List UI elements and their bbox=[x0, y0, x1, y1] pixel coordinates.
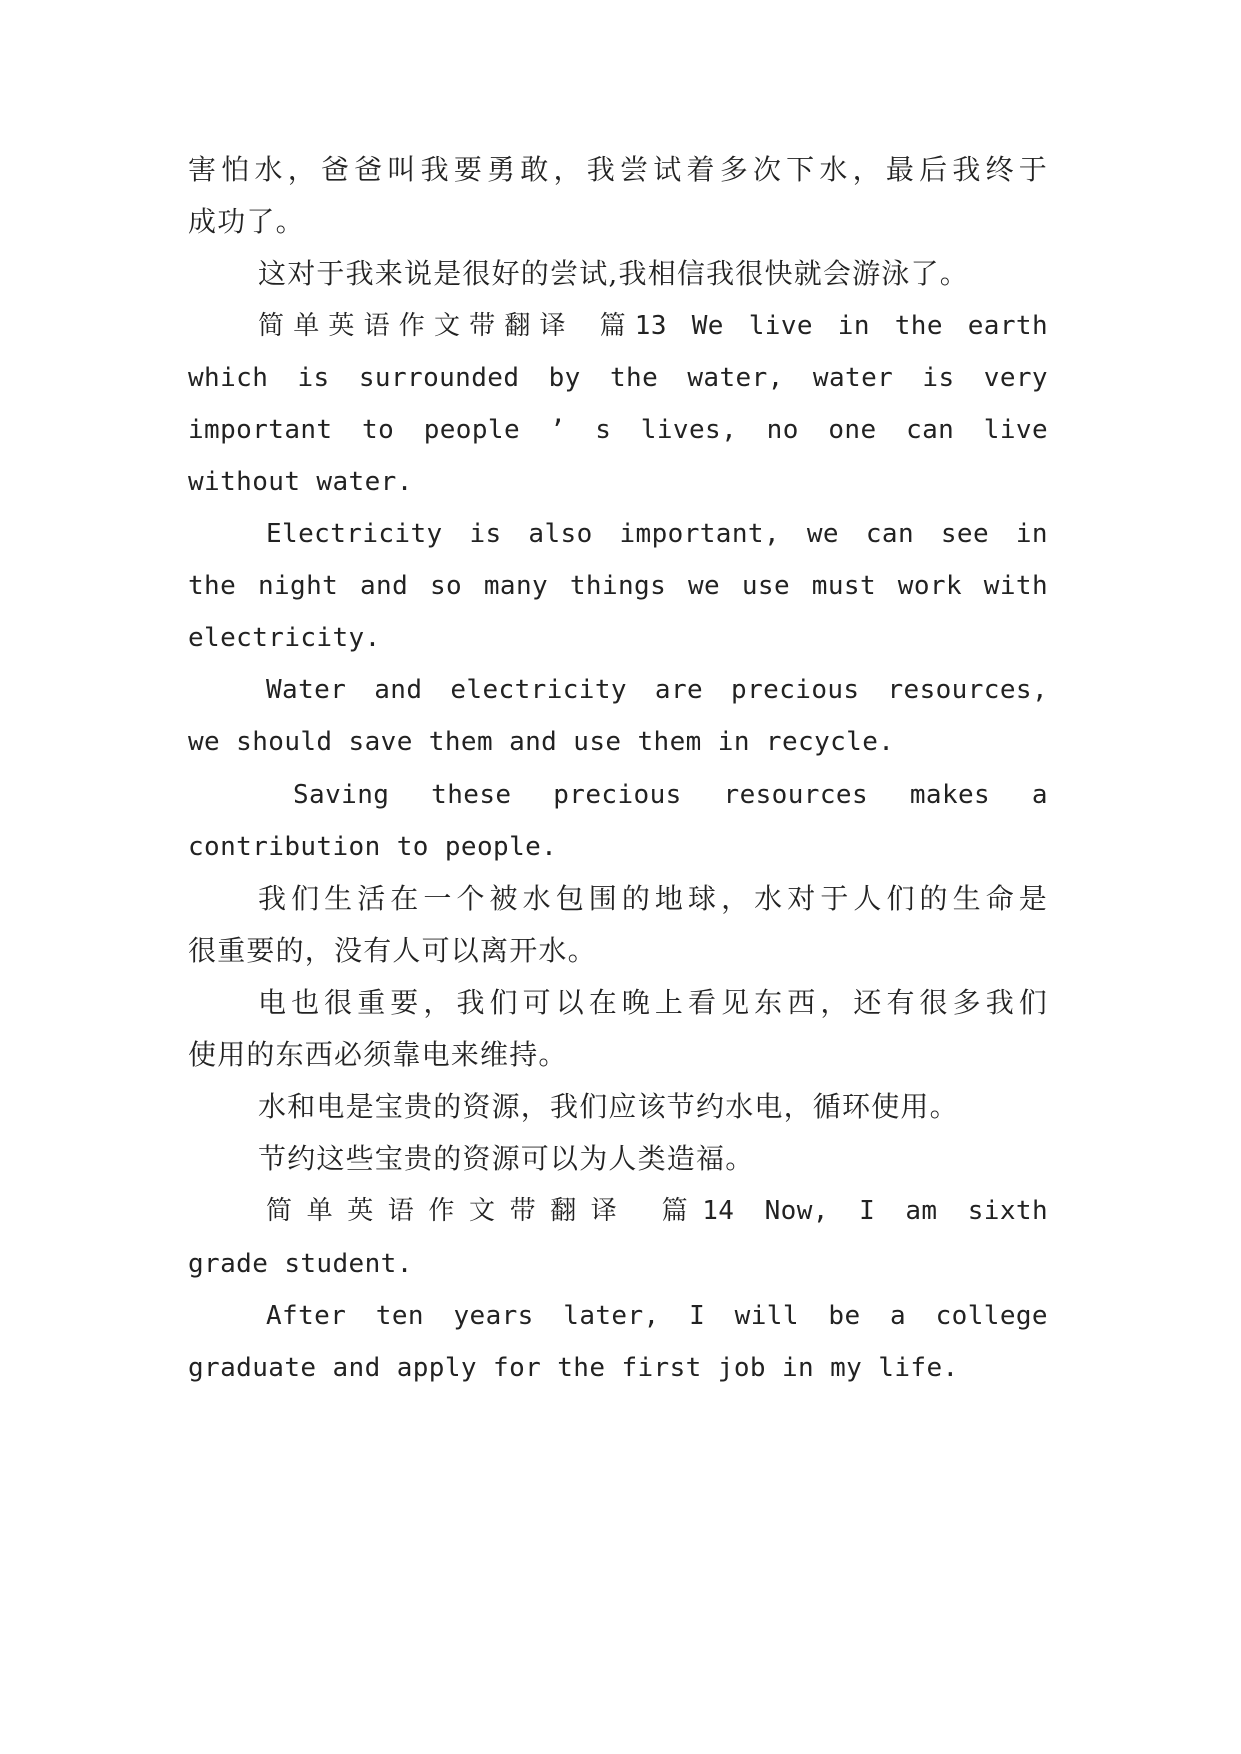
essay-heading-14: 简单英语作文带翻译 篇14 Now, I am sixth bbox=[266, 1196, 1048, 1226]
text-line: After ten years later, I will be a college bbox=[266, 1301, 1048, 1331]
text-line: 成功了。 bbox=[188, 205, 305, 238]
text-line: 这对于我来说是很好的尝试,我相信我很快就会游泳了。 bbox=[258, 257, 969, 290]
text-line: 很重要的，没有人可以离开水。 bbox=[188, 934, 597, 967]
text-line: electricity. bbox=[188, 623, 381, 653]
text-line: graduate and apply for the first job in my life. bbox=[188, 1353, 959, 1383]
text-line: 电也很重要，我们可以在晚上看见东西，还有很多我们 bbox=[258, 986, 1048, 1019]
text-line: 害怕水，爸爸叫我要勇敢，我尝试着多次下水，最后我终于 bbox=[188, 153, 1048, 186]
text-line: Electricity is also important, we can see in bbox=[266, 519, 1048, 549]
text-line: we should save them and use them in recycle. bbox=[188, 727, 895, 757]
text-line: 水和电是宝贵的资源，我们应该节约水电，循环使用。 bbox=[258, 1090, 959, 1123]
text-line: 使用的东西必须靠电来维持。 bbox=[188, 1038, 568, 1071]
text-line: the night and so many things we use must work with bbox=[188, 571, 1048, 601]
essay-heading-13: 简单英语作文带翻译 篇13 We live in the earth bbox=[258, 311, 1048, 341]
text-line: without water. bbox=[188, 467, 413, 497]
text-line: 节约这些宝贵的资源可以为人类造福。 bbox=[258, 1142, 755, 1175]
text-line: important to people ’ s lives, no one can live bbox=[188, 415, 1048, 445]
text-line: which is surrounded by the water, water is very bbox=[188, 363, 1048, 393]
text-line: Water and electricity are precious resources, bbox=[266, 675, 1048, 705]
text-line: 我们生活在一个被水包围的地球，水对于人们的生命是 bbox=[258, 882, 1048, 915]
text-line: contribution to people. bbox=[188, 832, 558, 862]
text-line: Saving these precious resources makes a bbox=[293, 780, 1048, 810]
text-line: grade student. bbox=[188, 1249, 413, 1279]
